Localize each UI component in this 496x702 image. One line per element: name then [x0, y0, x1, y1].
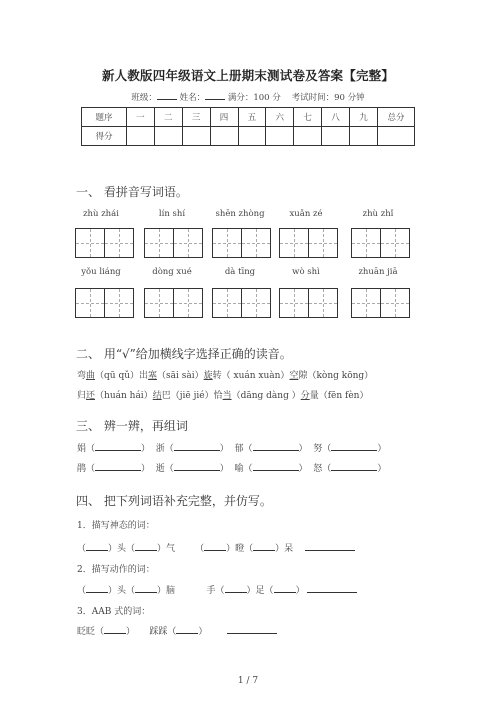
- score-header: 六: [266, 108, 294, 127]
- text: ）: [141, 464, 151, 474]
- answer-blank[interactable]: [176, 624, 198, 634]
- section-1-heading: 一、 看拼音写词语。: [76, 185, 188, 199]
- question-3-blanks: [77, 624, 277, 637]
- pinyin: yǒu liáng: [81, 267, 121, 277]
- text: 鹃（: [77, 464, 96, 474]
- text: 转（ xuán xuàn）: [212, 371, 290, 381]
- text: （huán hái）: [95, 391, 153, 401]
- score-table: [81, 107, 415, 146]
- pinyin: shēn zhòng: [215, 209, 265, 219]
- pinyin: zhuān jiā: [358, 267, 398, 277]
- pinyin: zhù zhái: [83, 209, 119, 219]
- text: 隙（kòng kōng）: [298, 371, 374, 381]
- writing-grid[interactable]: [279, 228, 338, 258]
- answer-blank[interactable]: [86, 583, 108, 593]
- answer-blank[interactable]: [274, 583, 296, 593]
- pinyin: dà tīng: [224, 267, 256, 277]
- score-header-row: [82, 108, 415, 127]
- class-blank: [157, 90, 177, 100]
- text: ）瞪（: [226, 544, 254, 554]
- writing-grid[interactable]: [75, 228, 134, 258]
- question-1-blanks: [77, 541, 355, 554]
- text: 归: [77, 391, 87, 401]
- underlined-char: 旋: [203, 371, 213, 381]
- question-3: 3．AAB 式的词：: [77, 607, 151, 617]
- writing-grid[interactable]: [351, 288, 410, 318]
- pinyin: xuǎn zé: [289, 209, 323, 219]
- text: （sāi sài）: [157, 371, 204, 381]
- score-row-label: 得分: [82, 127, 127, 146]
- score-cell[interactable]: [350, 127, 378, 146]
- text: 眨眨（: [77, 627, 105, 637]
- answer-blank[interactable]: [253, 441, 299, 451]
- answer-blank[interactable]: [174, 441, 220, 451]
- text: （: [77, 544, 87, 554]
- score-header: 八: [322, 108, 350, 127]
- score-cell[interactable]: [210, 127, 238, 146]
- exam-time: 考试时间：90 分钟: [291, 93, 365, 103]
- full-score: 满分：100 分: [227, 93, 281, 103]
- answer-blank[interactable]: [95, 441, 141, 451]
- pinyin: zhù zhǐ: [362, 209, 394, 219]
- pronunciation-line-2: [77, 388, 368, 401]
- text: ）呆: [275, 544, 294, 554]
- pronunciation-line-1: [77, 368, 373, 381]
- compare-line-2: [77, 461, 386, 474]
- answer-blank[interactable]: [95, 461, 141, 471]
- score-header: 九: [350, 108, 378, 127]
- text: ）: [377, 464, 387, 474]
- text: 弯: [77, 371, 87, 381]
- section-2-heading: 二、 用“√”给加横线字选择正确的读音。: [76, 347, 292, 361]
- answer-blank[interactable]: [86, 541, 108, 551]
- page-number: 1 / 7: [237, 676, 259, 686]
- answer-blank[interactable]: [135, 541, 157, 551]
- underlined-char: 当: [222, 391, 232, 401]
- text: 手（: [206, 586, 225, 596]
- score-cell[interactable]: [154, 127, 182, 146]
- imitation-blank[interactable]: [227, 624, 277, 634]
- name-label: 姓名：: [179, 93, 206, 103]
- underlined-char: 空: [289, 371, 299, 381]
- text: （: [195, 544, 205, 554]
- score-cell[interactable]: [294, 127, 322, 146]
- score-header: 四: [210, 108, 238, 127]
- score-header: 一: [127, 108, 155, 127]
- score-cell[interactable]: [127, 127, 155, 146]
- answer-blank[interactable]: [104, 624, 126, 634]
- section-3-heading: 三、 辨一辨，再组词: [76, 419, 188, 433]
- compare-line-1: [77, 441, 386, 454]
- score-cell[interactable]: [266, 127, 294, 146]
- score-header: 七: [294, 108, 322, 127]
- text: 郁（: [234, 444, 253, 454]
- imitation-blank[interactable]: [305, 541, 355, 551]
- answer-blank[interactable]: [225, 583, 247, 593]
- imitation-blank[interactable]: [307, 583, 357, 593]
- underlined-char: 塞: [148, 371, 158, 381]
- writing-grid[interactable]: [212, 228, 271, 258]
- text: 踩踩（: [149, 627, 177, 637]
- exam-info: [0, 90, 496, 103]
- text: 逝（: [155, 464, 174, 474]
- score-cell[interactable]: [238, 127, 266, 146]
- text: ）: [141, 444, 151, 454]
- score-cell[interactable]: [182, 127, 210, 146]
- text: ）头（: [108, 586, 136, 596]
- score-cell[interactable]: [322, 127, 350, 146]
- pinyin: lín shí: [158, 209, 186, 219]
- score-cell[interactable]: [378, 127, 415, 146]
- text: 怒（: [313, 464, 332, 474]
- pinyin: dòng xué: [152, 267, 192, 277]
- text: ）头（: [108, 544, 136, 554]
- text: ）: [198, 627, 208, 637]
- question-1: 1．描写神态的词：: [77, 521, 155, 531]
- score-header: 三: [182, 108, 210, 127]
- answer-blank[interactable]: [253, 541, 275, 551]
- score-header: 题序: [82, 108, 127, 127]
- underlined-char: 曲: [86, 371, 96, 381]
- text: ）: [377, 444, 387, 454]
- writing-grid[interactable]: [212, 288, 271, 318]
- answer-blank[interactable]: [204, 541, 226, 551]
- pinyin: wò shì: [292, 267, 320, 277]
- writing-grid[interactable]: [351, 228, 410, 258]
- text: （qū qǔ）出: [95, 371, 149, 381]
- text: ）: [298, 464, 308, 474]
- underlined-char: 结: [152, 391, 162, 401]
- text: ）: [298, 444, 308, 454]
- text: ）脑: [157, 586, 176, 596]
- name-blank: [205, 90, 225, 100]
- writing-grid[interactable]: [144, 228, 203, 258]
- answer-blank[interactable]: [135, 583, 157, 593]
- section-4-heading: 四、 把下列词语补充完整，并仿写。: [76, 494, 272, 508]
- text: （: [77, 586, 87, 596]
- text: 巴（jiē jié）恰: [161, 391, 223, 401]
- question-2-blanks: [77, 583, 357, 596]
- score-header: 五: [238, 108, 266, 127]
- text: ）: [219, 444, 229, 454]
- page-title: 新人教版四年级语文上册期末测试卷及答案【完整】: [101, 68, 395, 83]
- text: 娟（: [77, 444, 96, 454]
- text: ）: [219, 464, 229, 474]
- score-row: [82, 127, 415, 146]
- answer-blank[interactable]: [174, 461, 220, 471]
- text: ）足（: [246, 586, 274, 596]
- answer-blank[interactable]: [253, 461, 299, 471]
- class-label: 班级：: [131, 93, 157, 103]
- underlined-char: 分: [300, 391, 310, 401]
- text: （dāng dàng ）: [231, 391, 301, 401]
- writing-grid[interactable]: [279, 288, 338, 318]
- writing-grid[interactable]: [144, 288, 203, 318]
- score-header: 二: [154, 108, 182, 127]
- text: 浙（: [155, 444, 174, 454]
- text: ）: [295, 586, 305, 596]
- underlined-char: 还: [86, 391, 96, 401]
- answer-blank[interactable]: [331, 461, 377, 471]
- question-2: 2．描写动作的词：: [77, 565, 155, 575]
- text: 努（: [313, 444, 332, 454]
- answer-blank[interactable]: [331, 441, 377, 451]
- text: ）气: [157, 544, 176, 554]
- score-header: 总分: [378, 108, 415, 127]
- text: ）: [126, 627, 136, 637]
- text: 喻（: [234, 464, 253, 474]
- writing-grid[interactable]: [75, 288, 134, 318]
- text: 量（fēn fèn）: [309, 391, 369, 401]
